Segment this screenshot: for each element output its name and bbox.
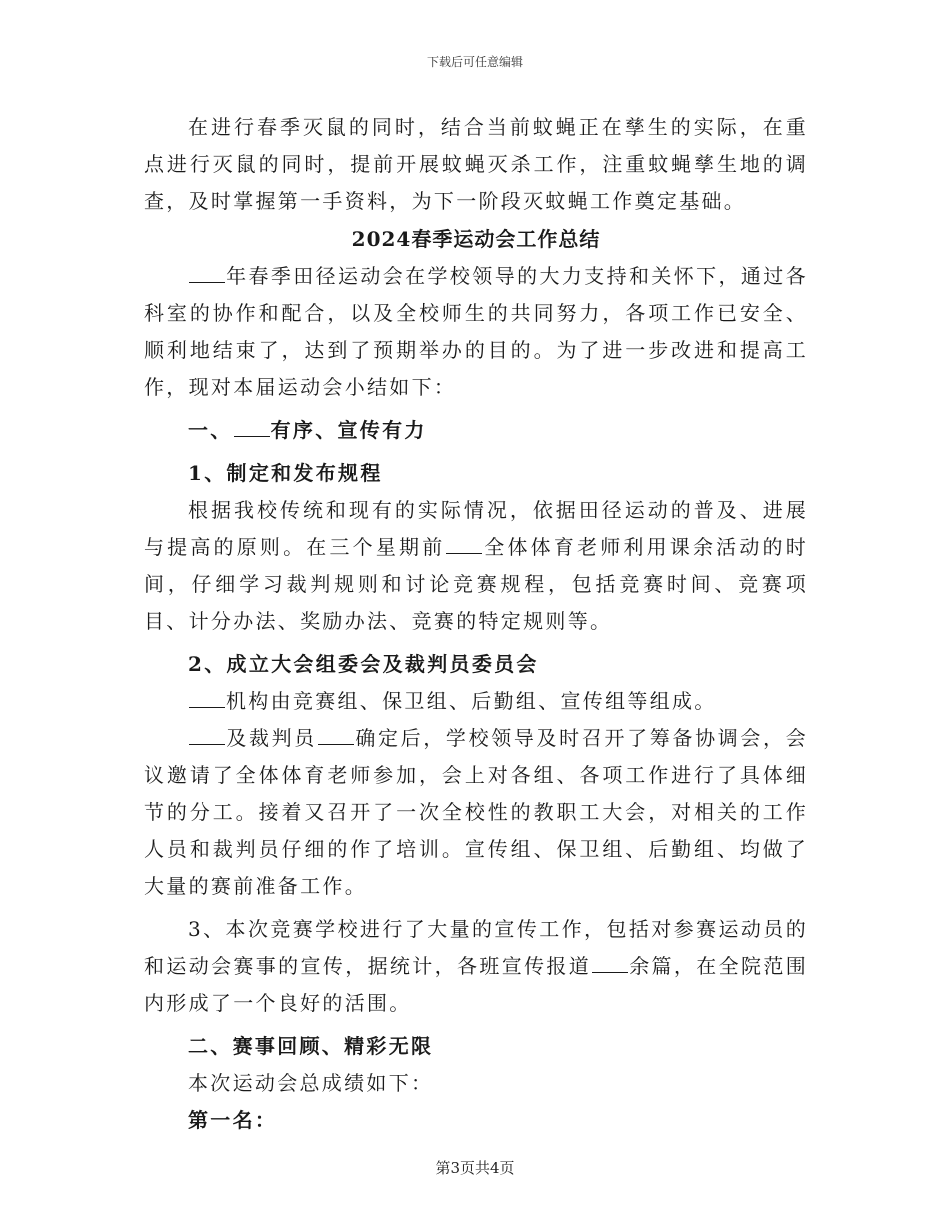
item2-paragraph-2: 及裁判员 确定后，学校领导及时召开了筹备协调会，会议邀请了全体体育老师参加，会上对各组、各项工作进行了具体细节的分工。接着又召开了一次全校性的教职工大会，对相关的工作人员和裁判员仔细的作了培训。宣传组、保卫组、后勤组、均做了大量的赛前准备工作。 — [144, 726, 809, 898]
item3-paragraph: 3、本次竞赛学校进行了大量的宣传工作，包括对参赛运动员的和运动会赛事的宣传，据统计，各班宣传报道 余篇，在全院范围内形成了一个良好的活围。 — [144, 917, 808, 1015]
item1-heading: 1、制定和发布规程 — [188, 461, 383, 485]
document-title: 2024春季运动会工作总结 — [351, 227, 601, 251]
item1-paragraph: 根据我校传统和现有的实际情况，依据田径运动的普及、进展与提高的原则。在三个星期前 全体体育老师利用课余活动的时间，仔细学习裁判规则和讨论竞赛规程，包括竞赛时间、竞赛项目、计分办法、奖励办法、竞赛的特定规则等。 — [144, 498, 808, 633]
section2-heading: 二、赛事回顾、精彩无限 — [188, 1034, 434, 1058]
document-body — [144, 109, 808, 1139]
blank-underline — [318, 726, 354, 745]
item2-paragraph: 机构由竞赛组、保卫组、后勤组、宣传组等组成。 — [144, 683, 808, 720]
item2-heading: 2、成立大会组委会及裁判员委员会 — [188, 652, 539, 676]
section1-heading: 一、 有序、宣传有力 — [188, 418, 427, 442]
intro-paragraph: 在进行春季灭鼠的同时，结合当前蚊蝇正在孳生的实际，在重点进行灭鼠的同时，提前开展蚊蝇灭杀工作，注重蚊蝇孳生地的调查，及时掌握第一手资料，为下一阶段灭蚊蝇工作奠定基础。 — [144, 115, 808, 213]
blank-underline — [592, 954, 628, 973]
first-place-label: 第一名： — [188, 1108, 278, 1132]
opening-paragraph: 年春季田径运动会在学校领导的大力支持和关怀下，通过各科室的协作和配合，以及全校师生的共同努力，各项工作已安全、顺利地结束了，达到了预期举办的目的。为了进一步改进和提高工作，现对本届运动会小结如下： — [144, 264, 808, 399]
blank-underline — [189, 689, 225, 708]
blank-underline — [189, 264, 225, 283]
blank-underline — [189, 726, 225, 745]
blank-underline — [234, 418, 270, 437]
page-footer: 第3页共4页 — [435, 1159, 515, 1177]
section2-paragraph: 本次运动会总成绩如下： — [188, 1071, 434, 1095]
page-header: 下载后可任意编辑 — [426, 55, 523, 69]
blank-underline — [446, 535, 482, 554]
